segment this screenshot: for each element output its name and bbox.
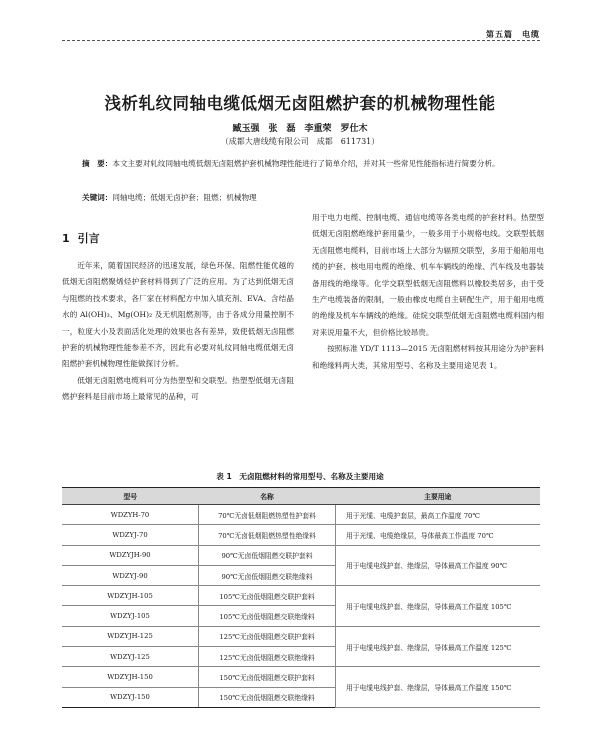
cell-name: 150℃无卤低烟阻燃交联护套料	[199, 667, 336, 687]
cell-name: 90℃无卤低烟阻燃交联护套料	[199, 545, 336, 565]
body-paragraph: 低烟无卤阻燃电缆料可分为热塑型和交联型。热塑型低烟无卤阻燃护套料是目前市场上最常见的品种，可	[62, 375, 294, 402]
left-column	[62, 230, 294, 406]
cell-use: 用于电缆电线护套、绝缘层，导体最高工作温度 90℃	[336, 545, 541, 586]
cell-model: WDZYJ-90	[62, 565, 199, 585]
cell-model: WDZYJ-125	[62, 647, 199, 667]
keywords-label: 关键词：	[82, 193, 113, 202]
cell-name: 125℃无卤低烟阻燃交联绝缘料	[199, 647, 336, 667]
cell-model: WDZYJH-105	[62, 586, 199, 606]
cell-use: 用于电缆电线护套、绝缘层，导体最高工作温度 125℃	[336, 626, 541, 667]
header-use: 主要用途	[336, 488, 541, 505]
header-model: 型号	[62, 488, 199, 505]
section-heading	[62, 230, 294, 246]
materials-table	[62, 487, 540, 708]
abstract-text: 本文主要对轧纹同轴电缆低烟无卤阻燃护套机械物理性能进行了简单介绍，并对其一些常见性能指标进行简要分析。	[112, 159, 500, 168]
header-rule	[62, 40, 540, 41]
body-paragraph: 用于电力电缆、控制电缆、通信电缆等各类电缆的护套材料。热塑型低烟无卤阻燃绝缘护套用量少，一般多用于小规格电线。交联型低烟无卤阻燃电缆料，目前市场上大部分为辐照交联型，多用于船舶用电缆的护套、核电用电缆的绝缘、机车车辆线的绝缘、汽车线及电器装备用线的绝缘等。化学交联型低烟无卤阻燃料以橡胶类居多，由于受生产电缆装备的限制，一般由橡皮电缆自主研配生产，用于船用电缆的绝缘及机车车辆线的绝缘。硅烷交联型低烟无卤阻燃电缆料国内相对来说用量不大，但价格比较昂贵。	[312, 213, 544, 337]
cell-model: WDZYJH-150	[62, 667, 199, 687]
keywords	[82, 192, 537, 203]
body-paragraph: 按照标准 YD/T 1113—2015 无卤阻燃材料按其用途分为护套料和绝缘料两大类，其常用型号、名称及主要用途见表 1。	[312, 344, 544, 370]
cell-model: WDZYJH-90	[62, 545, 199, 565]
table-row	[62, 545, 540, 565]
cell-model: WDZYJ-105	[62, 606, 199, 626]
abstract-label: 摘 要：	[82, 159, 113, 168]
cell-model: WDZYJ-150	[62, 687, 199, 707]
cell-use: 用于光缆、电缆绝缘层，导体最高工作温度 70℃	[336, 525, 541, 545]
body-paragraph: 近年来，随着国民经济的迅速发展，绿色环保、阻燃性能优越的低烟无卤阻燃聚烯烃护套材料得到了广泛的应用。为了达到低烟无卤与阻燃的技术要求，各厂家在材料配方中加入填充剂、EVA、含结晶水的 Al(OH)₃、Mg(OH)₂ 及无机阻燃剂等，由于各成分用量控制不一，粒度大小及表面活化处理的效果也各有差异，致使低烟无卤阻燃护套的机械物理性能参差不齐，因此有必要对轧纹同轴电缆低烟无卤阻燃护套机械物理性能做探讨分析。	[62, 261, 294, 369]
paper-title: 浅析轧纹同轴电缆低烟无卤阻燃护套的机械物理性能	[104, 94, 496, 113]
right-column	[312, 210, 544, 374]
cell-name: 105℃无卤低烟阻燃交联护套料	[199, 586, 336, 606]
cell-use: 用于电缆电线护套、绝缘层，导体最高工作温度 105℃	[336, 586, 541, 627]
table-row	[62, 525, 540, 545]
authors: 臧玉强 张 磊 李重荣 罗仕木	[232, 124, 368, 134]
table-row	[62, 667, 540, 687]
cell-name: 150℃无卤低烟阻燃交联绝缘料	[199, 687, 336, 707]
keywords-text: 同轴电缆；低烟无卤护套；阻燃；机械物理	[112, 193, 257, 202]
cell-name: 70℃无卤低烟阻燃热塑性绝缘料	[199, 525, 336, 545]
cell-name: 70℃无卤低烟阻燃热塑性护套料	[199, 505, 336, 525]
table-row	[62, 626, 540, 646]
cell-model: WDZYJH-125	[62, 626, 199, 646]
table-caption: 表 1 无卤阻燃材料的常用型号、名称及主要用途	[216, 472, 384, 481]
cell-model: WDZYH-70	[62, 505, 199, 525]
running-header: 第五篇 电缆	[486, 30, 540, 39]
cell-model: WDZYJ-70	[62, 525, 199, 545]
abstract	[82, 156, 537, 172]
cell-name: 125℃无卤低烟阻燃交联护套料	[199, 626, 336, 646]
table-header-row	[62, 488, 540, 505]
section-number: 1	[62, 232, 70, 245]
cell-name: 90℃无卤低烟阻燃交联绝缘料	[199, 565, 336, 585]
affiliation: （成都大唐线缆有限公司 成都 611731）	[220, 137, 380, 146]
cell-name: 105℃无卤低烟阻燃交联绝缘料	[199, 606, 336, 626]
section-title: 引言	[77, 232, 100, 245]
table-row	[62, 505, 540, 525]
cell-use: 用于光缆、电缆护套层，最高工作温度 70℃	[336, 505, 541, 525]
table-row	[62, 586, 540, 606]
header-name: 名称	[199, 488, 336, 505]
cell-use: 用于电缆电线护套、绝缘层，导体最高工作温度 150℃	[336, 667, 541, 708]
